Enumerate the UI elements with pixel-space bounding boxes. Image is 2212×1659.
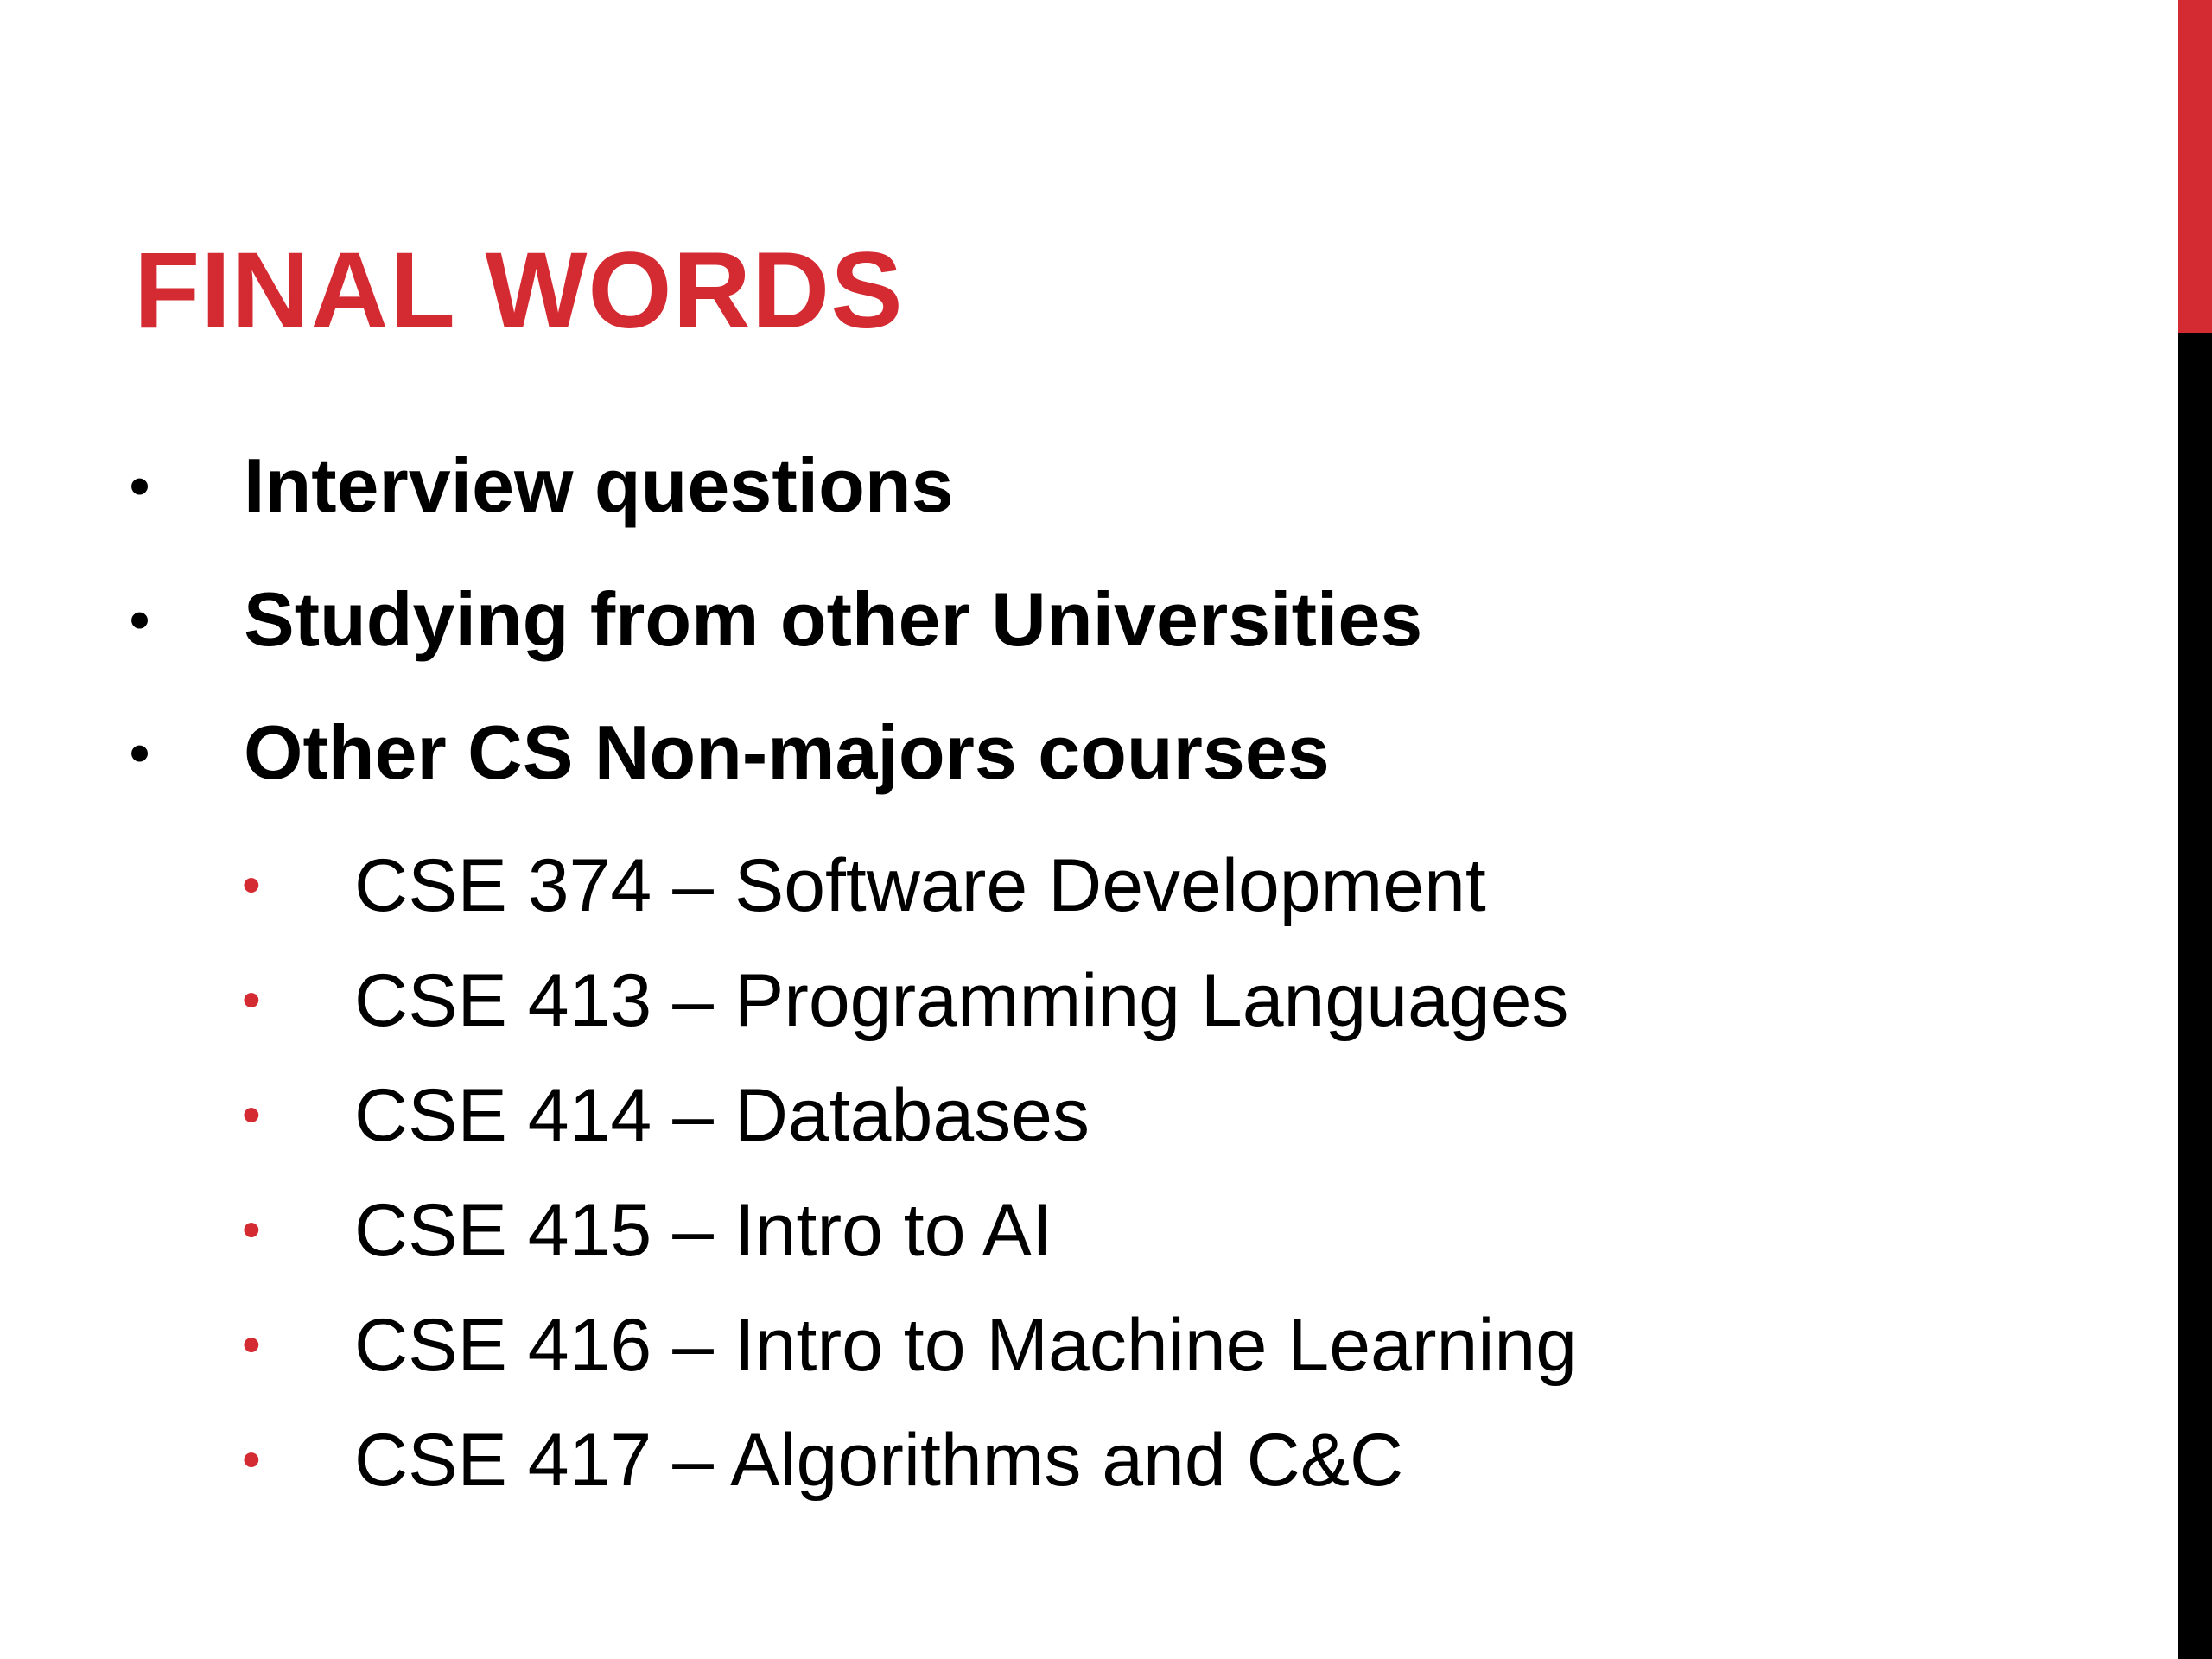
list-item-text: Interview questions [244, 442, 954, 528]
accent-bar-black [2178, 333, 2212, 1659]
sub-list-item-text: CSE 415 – Intro to AI [354, 1189, 1052, 1272]
list-item-text: Studying from other Universities [244, 576, 1423, 662]
bullet-icon: • [242, 855, 261, 915]
sub-list-item-text: CSE 416 – Intro to Machine Learning [354, 1304, 1578, 1387]
bullet-icon: • [242, 1315, 261, 1375]
bullet-icon: • [130, 721, 150, 785]
slide-title: FINAL WORDS [134, 231, 904, 351]
bullet-icon: • [242, 1430, 261, 1490]
sub-list-item-text: CSE 413 – Programming Languages [354, 959, 1569, 1042]
sub-list-item-text: CSE 374 – Software Development [354, 844, 1486, 927]
bullet-icon: • [130, 588, 150, 652]
bullet-icon: • [242, 970, 261, 1030]
bullet-icon: • [242, 1085, 261, 1145]
bullet-icon: • [130, 454, 150, 518]
list-item-text: Other CS Non-majors courses [244, 709, 1330, 795]
sub-list-item-text: CSE 417 – Algorithms and C&C [354, 1419, 1404, 1502]
bullet-icon: • [242, 1200, 261, 1260]
accent-bar-red [2178, 0, 2212, 333]
sub-list-item-text: CSE 414 – Databases [354, 1074, 1090, 1157]
